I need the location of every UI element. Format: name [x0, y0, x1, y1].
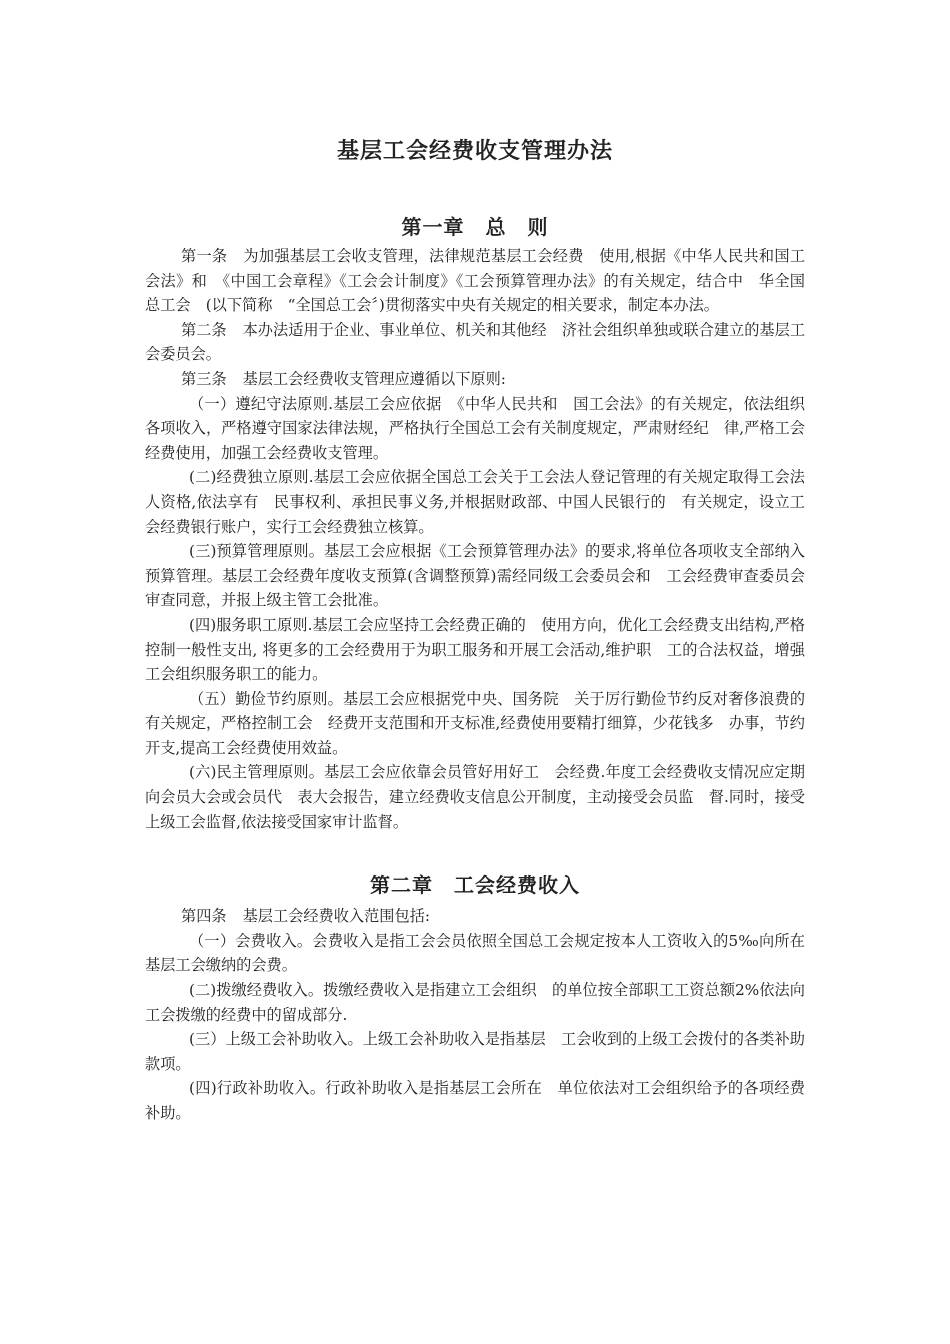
principle-item: （一）遵纪守法原则.基层工会应依据 《中华人民共和 国工会法》的有关规定，依法组织各项收入，严格遵守国家法律法规，严格执行全国总工会有关制度规定，严肃财经纪 律,严格工会经费使用，加强工会经费收支管理。 — [145, 394, 805, 462]
chapter-2-heading: 第二章 工会经费收入 — [370, 873, 580, 898]
principle-item: (二)经费独立原则.基层工会应依据全国总工会关于工会法人登记管理的有关规定取得工会法人资格,依法享有 民事权利、承担民事义务,并根据财政部、中国人民银行的 有关规定，设立工会经费银行账户，实行工会经费独立核算。 — [145, 468, 805, 536]
article-label: 第二条 — [181, 320, 227, 339]
income-item: (三）上级工会补助收入。上级工会补助收入是指基层 工会收到的上级工会拨付的各类补助款项。 — [145, 1030, 805, 1073]
article-text: 为加强基层工会收支管理，法律规范基层工会经费 使用,根据《中华人民共和国工会法》和 《中国工会章程》《工会会计制度》《工会预算管理办法》的有关规定，结合中 华全国总工会 (以下简称 “全国总工会〞)贯彻落实中央有关规定的相关要求，制定本办法。 — [145, 247, 806, 315]
document-title: 基层工会经费收支管理办法 — [336, 139, 613, 164]
article-2 — [145, 318, 805, 367]
income-item: （一）会费收入。会费收入是指工会会员依照全国总工会规定按本人工资收入的5‰向所在基层工会缴纳的会费。 — [145, 931, 805, 975]
article-label: 第三条 — [181, 369, 227, 388]
article-text: 基层工会经费收入范围包括: — [242, 907, 430, 926]
chapter-1-heading: 第一章 总 则 — [401, 215, 549, 239]
article-3 — [145, 367, 805, 392]
article-label: 第一条 — [181, 247, 228, 265]
income-item: (四)行政补助收入。行政补助收入是指基层工会所在 单位依法对工会组织给予的各项经费补助。 — [145, 1079, 805, 1122]
document-body — [145, 132, 805, 1126]
principle-item: (三)预算管理原则。基层工会应根据《工会预算管理办法》的要求,将单位各项收支全部纳入预算管理。基层工会经费年度收支预算(含调整预算)需经同级工会委员会和 工会经费审查委员会审查同意，并报上级主管工会批准。 — [145, 542, 805, 610]
article-text: 本办法适用于企业、事业单位、机关和其他经 济社会组织单独或联合建立的基层工会委员会。 — [145, 320, 806, 364]
article-1 — [145, 244, 805, 318]
principle-item: (六)民主管理原则。基层工会应依靠会员管好用好工 会经费.年度工会经费收支情况应定期向会员大会或会员代 表大会报告，建立经费收支信息公开制度，主动接受会员监 督.同时，接受上级工会监督,依法接受国家审计监督。 — [145, 763, 805, 831]
principle-item: (四)服务职工原则.基层工会应坚持工会经费正确的 使用方向，优化工会经费支出结构,严格控制一般性支出, 将更多的工会经费用于为职工服务和开展工会活动,维护职 工的合法权益，增强工会组织服务职工的能力。 — [145, 615, 805, 684]
article-4 — [145, 904, 805, 929]
principle-item: （五）勤俭节约原则。基层工会应根据党中央、国务院 关于厉行勤俭节约反对奢侈浪费的有关规定，严格控制工会 经费开支范围和开支标准,经费使用要精打细算，少花钱多 办事，节约开支,提高工会经费使用效益。 — [145, 689, 805, 757]
article-label: 第四条 — [181, 907, 227, 926]
article-text: 基层工会经费收支管理应遵循以下原则: — [242, 369, 506, 388]
income-item: (二)拨缴经费收入。拨缴经费收入是指建立工会组织 的单位按全部职工工资总额2%依法向工会拨缴的经费中的留成部分. — [145, 981, 805, 1024]
